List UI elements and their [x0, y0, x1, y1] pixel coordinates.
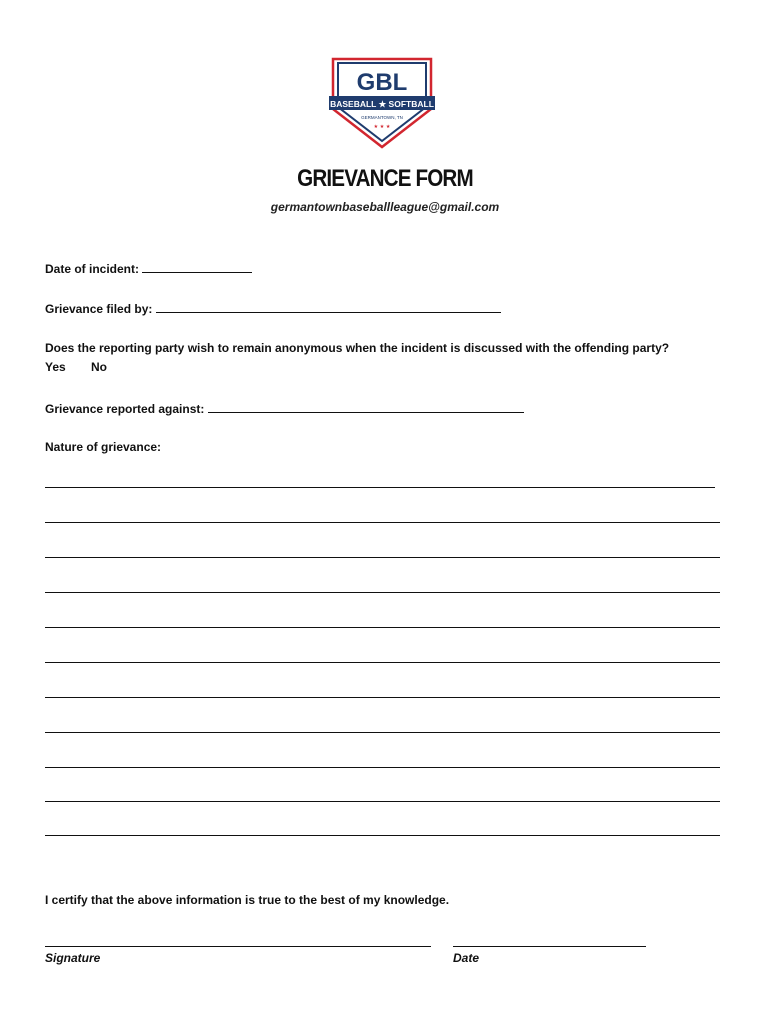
filed-by-field[interactable]: [156, 301, 501, 313]
reported-against-label: Grievance reported against:: [45, 402, 205, 416]
certification-statement: I certify that the above information is true to the best of my knowledge.: [45, 893, 450, 907]
logo-subline: GERMANTOWN, TN: [361, 115, 403, 120]
date-of-incident-field[interactable]: [142, 261, 252, 273]
grievance-line[interactable]: [45, 801, 720, 802]
grievance-line[interactable]: [45, 522, 720, 523]
yes-option[interactable]: Yes: [45, 360, 66, 374]
grievance-line[interactable]: [45, 662, 720, 663]
signature-label: Signature: [45, 951, 101, 965]
grievance-line[interactable]: [45, 592, 720, 593]
filed-by-row: [45, 301, 501, 316]
anonymous-question: Does the reporting party wish to remain anonymous when the incident is discussed with the offending party?: [45, 341, 670, 355]
signature-field[interactable]: [45, 946, 431, 947]
grievance-line[interactable]: [45, 557, 720, 558]
contact-email[interactable]: germantownbaseballleague@gmail.com: [270, 200, 500, 214]
logo-letters: GBL: [356, 69, 408, 96]
date-field[interactable]: [453, 946, 646, 947]
form-title: GRIEVANCE FORM: [297, 165, 473, 192]
date-label: Date: [453, 951, 480, 965]
grievance-line[interactable]: [45, 697, 720, 698]
reported-against-field[interactable]: [208, 401, 524, 413]
date-of-incident-label: Date of incident:: [45, 262, 140, 276]
logo-banner: BASEBALL ★ SOFTBALL: [330, 99, 434, 109]
grievance-line[interactable]: [45, 487, 715, 488]
nature-of-grievance-label: Nature of grievance:: [45, 440, 162, 454]
filed-by-label: Grievance filed by:: [45, 302, 153, 316]
no-option[interactable]: No: [91, 360, 107, 374]
logo-stars: ★ ★ ★: [373, 124, 391, 130]
date-of-incident-row: [45, 261, 252, 276]
reported-against-row: [45, 401, 524, 416]
grievance-line[interactable]: [45, 627, 720, 628]
gbl-logo: [327, 57, 437, 149]
grievance-line[interactable]: [45, 767, 720, 768]
grievance-line[interactable]: [45, 835, 720, 836]
grievance-line[interactable]: [45, 732, 720, 733]
